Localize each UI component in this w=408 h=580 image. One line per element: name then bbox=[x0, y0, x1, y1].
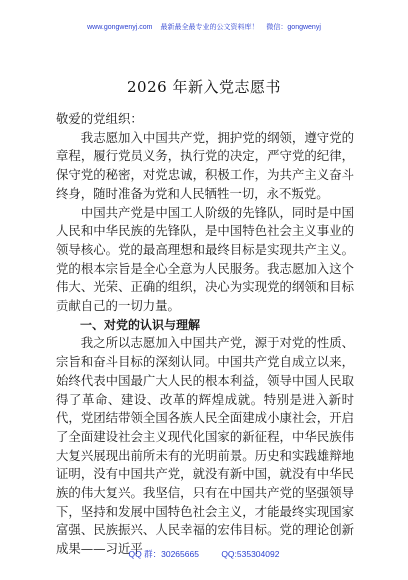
body-paragraph: 中国共产党是中国工人阶级的先锋队，同时是中国人民和中华民族的先锋队，是中国特色社会主义事业的领导核心。党的最高理想和最终目标是实现共产主义。党的根本宗旨是全心全意为人民服务。我志愿加入这个伟大、光荣、正确的组织，决心为实现党的纲领和目标贡献自己的一切力量。 bbox=[56, 204, 354, 314]
footer-qq-group: QQ 群：30265665 bbox=[128, 549, 199, 559]
footer-qq: QQ:535304092 bbox=[221, 549, 280, 559]
header-wechat: 微信：gongwenyj bbox=[266, 24, 321, 31]
body-paragraph: 我之所以志愿加入中国共产党，源于对党的性质、宗旨和奋斗目标的深刻认同。中国共产党自成立以来，始终代表中国最广大人民的根本利益，领导中国人民取得了革命、建设、改革的辉煌成就。特别是进入新时代，党团结带领全国各族人民全面建成小康社会，开启了全面建设社会主义现代化国家的新征程，中华民族伟大复兴展现出前所未有的光明前景。历史和实践雄辩地证明，没有中国共产党，就没有新中国，就没有中华民族的伟大复兴。我坚信，只有在中国共产党的坚强领导下，坚持和发展中国特色社会主义，才能最终实现国家富强、民族振兴、人民幸福的宏伟目标。党的理论创新成果——习近平 bbox=[56, 335, 354, 557]
document-title: 2026 年新入党志愿书 bbox=[127, 78, 281, 96]
salutation: 敬爱的党组织： bbox=[56, 111, 143, 126]
page-header bbox=[0, 22, 408, 32]
body-paragraph: 我志愿加入中国共产党，拥护党的纲领，遵守党的章程，履行党员义务，执行党的决定，严守党的纪律，保守党的秘密，对党忠诚，积极工作，为共产主义奋斗终身，随时准备为党和人民牺牲一切，永不叛党。 bbox=[56, 129, 354, 201]
section-heading: 一、对党的认识与理解 bbox=[80, 317, 201, 332]
page-footer bbox=[0, 548, 408, 560]
document-body bbox=[56, 110, 354, 559]
header-site-link[interactable]: www.gongwenyj.com bbox=[87, 24, 153, 31]
header-slogan: 最新最全最专业的公文资料库！ bbox=[160, 24, 259, 31]
